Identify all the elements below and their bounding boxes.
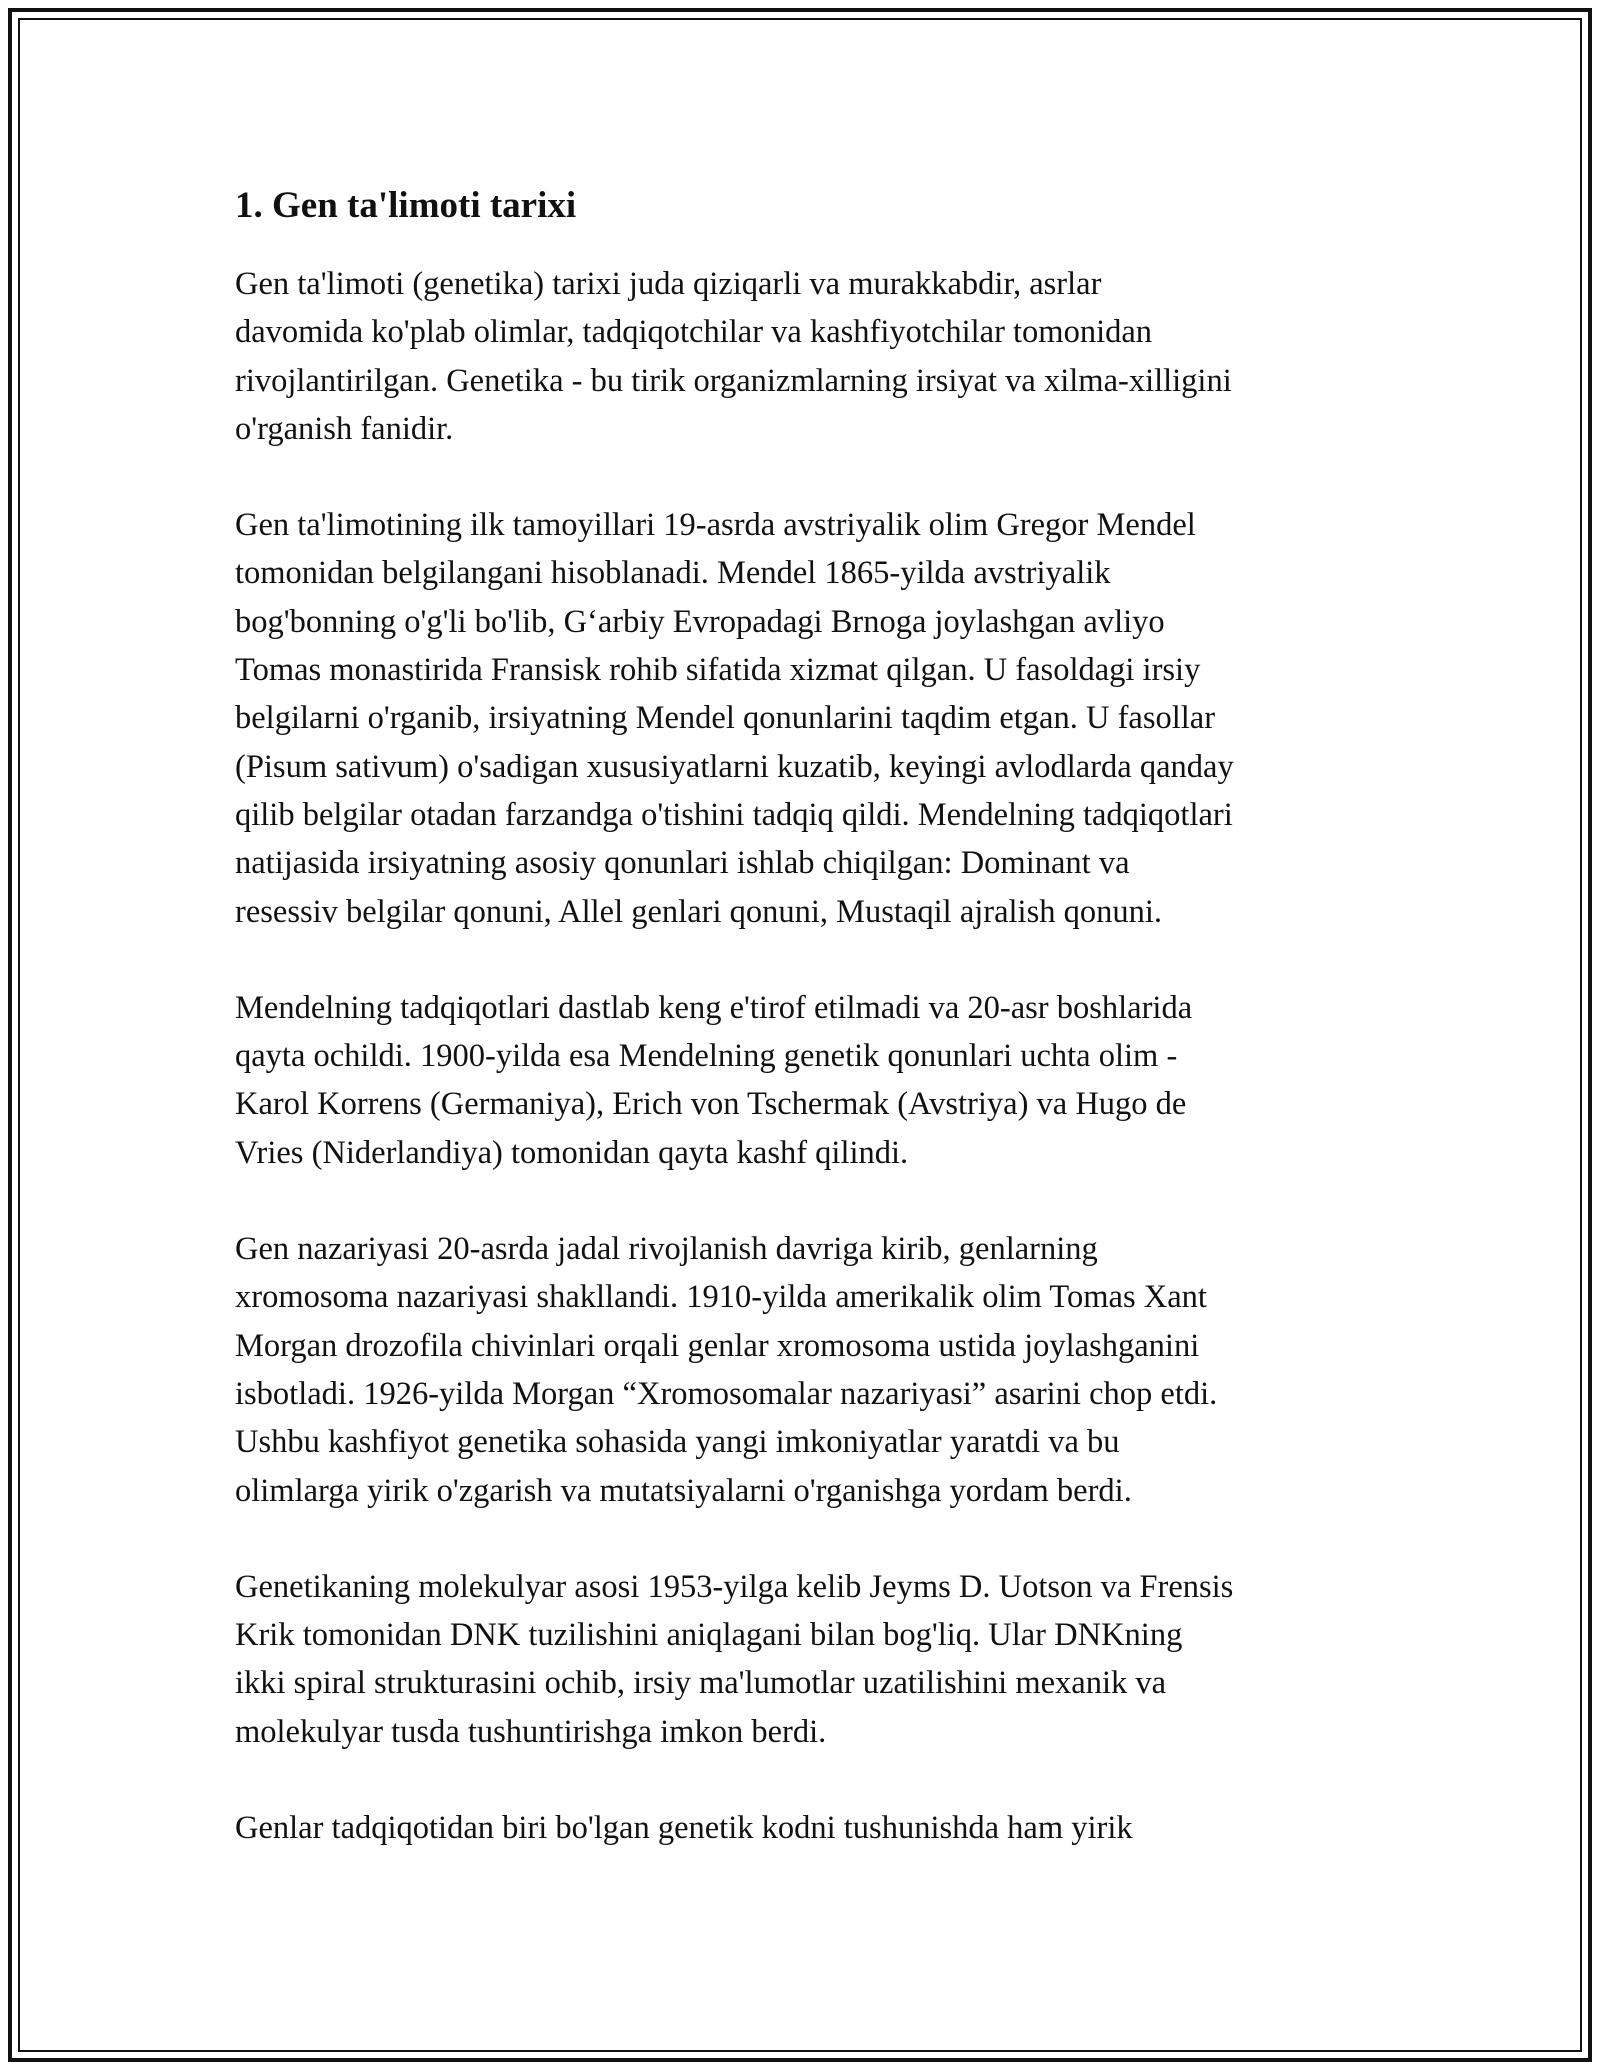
text-line: Genetikaning molekulyar asosi 1953-yilga kelib Jeyms D. Uotson va Frensis: [235, 1568, 1234, 1605]
text-line: qilib belgilar otadan farzandga o'tishini tadqiq qildi. Mendelning tadqiqotlari: [235, 796, 1233, 833]
text-line: Morgan drozofila chivinlari orqali genlar xromosoma ustida joylashganini: [235, 1327, 1200, 1364]
text-line: Krik tomonidan DNK tuzilishini aniqlagani bilan bog'liq. Ular DNKning: [235, 1617, 1183, 1654]
text-line: Ushbu kashfiyot genetika sohasida yangi imkoniyatlar yaratdi va bu: [235, 1424, 1120, 1461]
paragraph-3: [235, 984, 1375, 1177]
text-line: bog'bonning o'g'li bo'lib, G‘arbiy Evropadagi Brnoga joylashgan avliyo: [235, 603, 1165, 640]
text-line: ikki spiral strukturasini ochib, irsiy ma'lumotlar uzatilishini mexanik va: [235, 1665, 1167, 1702]
text-line: rivojlantirilgan. Genetika - bu tirik organizmlarning irsiyat va xilma-xilligini: [235, 362, 1232, 399]
document-body: [235, 182, 1375, 1900]
text-line: Genlar tadqiqotidan biri bo'lgan genetik kodni tushunishda ham yirik: [235, 1810, 1133, 1847]
section-heading: 1. Gen ta'limoti tarixi: [235, 185, 577, 226]
text-line: Karol Korrens (Germaniya), Erich von Tschermak (Avstriya) va Hugo de: [235, 1086, 1187, 1123]
text-line: olimlarga yirik o'zgarish va mutatsiyalarni o'rganishga yordam berdi.: [235, 1472, 1132, 1509]
text-line: natijasida irsiyatning asosiy qonunlari ishlab chiqilgan: Dominant va: [235, 845, 1130, 882]
text-line: Mendelning tadqiqotlari dastlab keng e'tirof etilmadi va 20-asr boshlarida: [235, 989, 1193, 1026]
text-line: isbotladi. 1926-yilda Morgan “Xromosomalar nazariyasi” asarini chop etdi.: [235, 1375, 1218, 1412]
text-line: Gen ta'limotining ilk tamoyillari 19-asrda avstriyalik olim Gregor Mendel: [235, 507, 1196, 544]
text-line: davomida ko'plab olimlar, tadqiqotchilar va kashfiyotchilar tomonidan: [235, 314, 1153, 351]
text-line: xromosoma nazariyasi shakllandi. 1910-yilda amerikalik olim Tomas Xant: [235, 1279, 1207, 1316]
text-line: (Pisum sativum) o'sadigan xususiyatlarni kuzatib, keyingi avlodlarda qanday: [235, 748, 1234, 785]
paragraph-6: [235, 1804, 1375, 1852]
text-line: resessiv belgilar qonuni, Allel genlari qonuni, Mustaqil ajralish qonuni.: [235, 893, 1163, 930]
text-line: Gen ta'limoti (genetika) tarixi juda qiziqarli va murakkabdir, asrlar: [235, 266, 1102, 302]
paragraph-1: [235, 260, 1375, 453]
paragraph-4: [235, 1225, 1375, 1515]
text-line: o'rganish fanidir.: [235, 410, 454, 447]
paragraph-5: [235, 1563, 1375, 1756]
text-line: Vries (Niderlandiya) tomonidan qayta kashf qilindi.: [235, 1134, 909, 1171]
text-line: molekulyar tusda tushuntirishga imkon berdi.: [235, 1713, 827, 1750]
text-line: belgilarni o'rganib, irsiyatning Mendel qonunlarini taqdim etgan. U fasollar: [235, 700, 1216, 737]
text-line: Tomas monastirida Fransisk rohib sifatida xizmat qilgan. U fasoldagi irsiy: [235, 652, 1201, 689]
text-line: qayta ochildi. 1900-yilda esa Mendelning genetik qonunlari uchta olim -: [235, 1038, 1178, 1075]
paragraph-2: [235, 501, 1375, 936]
text-line: Gen nazariyasi 20-asrda jadal rivojlanish davriga kirib, genlarning: [235, 1231, 1098, 1268]
text-line: tomonidan belgilangani hisoblanadi. Mendel 1865-yilda avstriyalik: [235, 555, 1111, 592]
